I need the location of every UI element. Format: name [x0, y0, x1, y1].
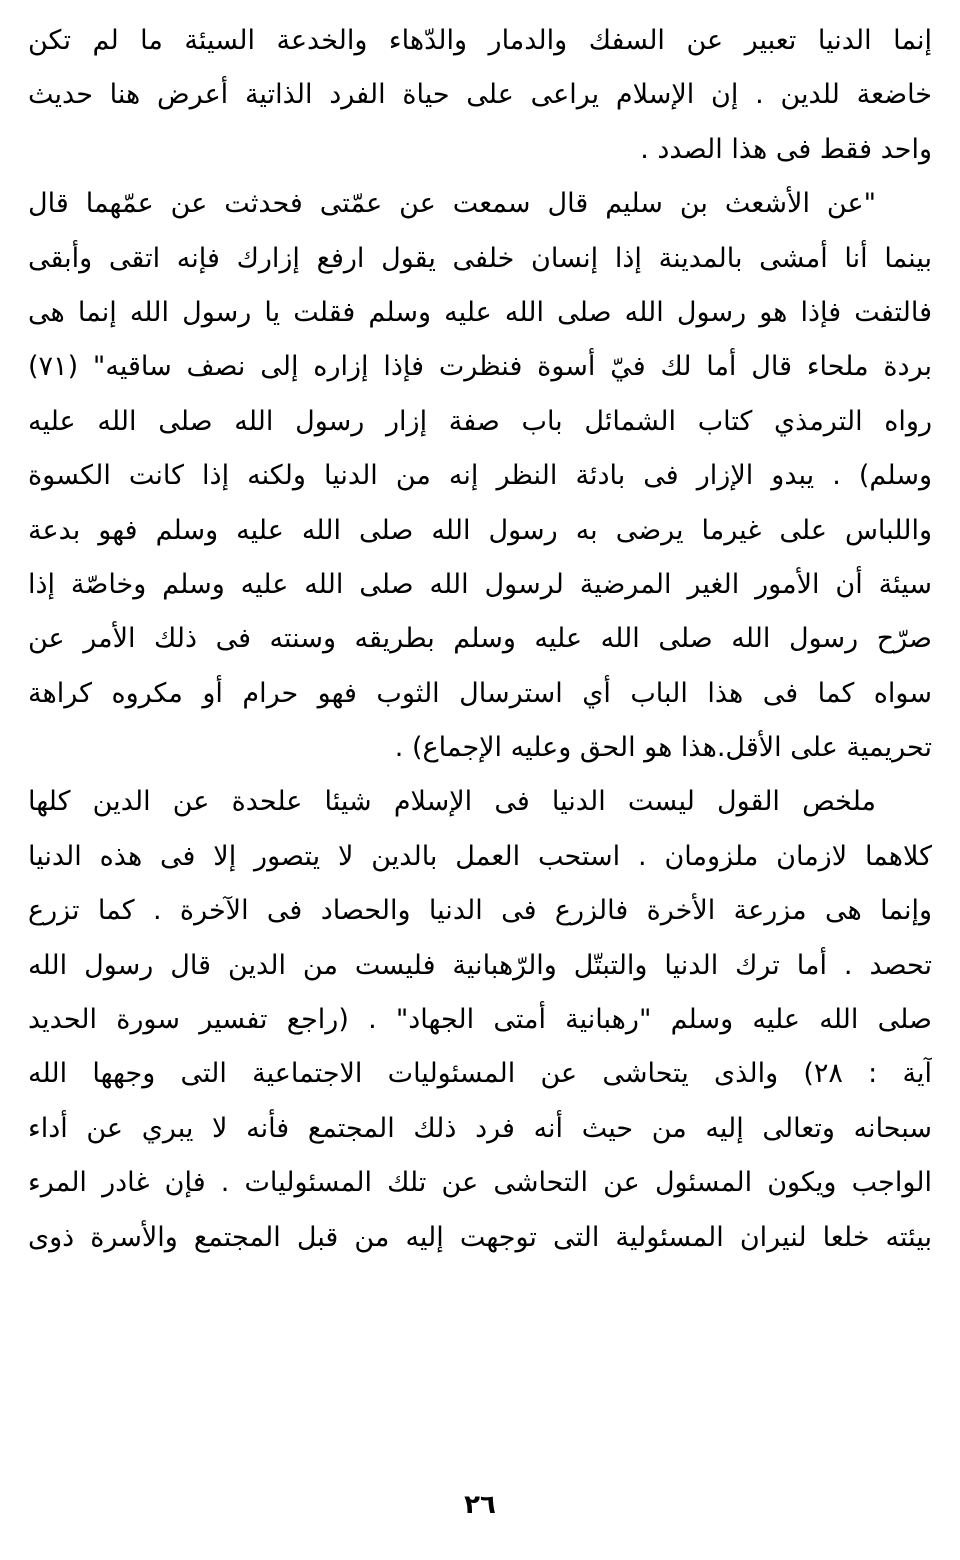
text-line: سبحانه وتعالى إليه من حيث أنه فرد ذلك المجتمع فأنه لا يبري عن أداء	[28, 1112, 932, 1144]
text-line: صلى الله عليه وسلم "رهبانية أمتى الجهاد" . (راجع تفسير سورة الحديد	[28, 1004, 932, 1036]
page-number: ٢٦	[464, 1490, 496, 1520]
text-line: آية : ٢٨) والذى يتحاشى عن المسئوليات الاجتماعية التى وجهها الله	[28, 1058, 932, 1090]
text-line: خاضعة للدين . إن الإسلام يراعى على حياة الفرد الذاتية أعرض هنا حديث	[28, 79, 932, 111]
text-line: سواه كما فى هذا الباب أي استرسال الثوب فهو حرام أو مكروه كراهة	[28, 677, 932, 709]
text-line: واللباس على غيرما يرضى به رسول الله صلى الله عليه وسلم فهو بدعة	[28, 514, 932, 546]
text-line: سيئة أن الأمور الغير المرضية لرسول الله صلى الله عليه وسلم وخاصّة إذا	[28, 568, 932, 600]
text-line: صرّح رسول الله صلى الله عليه وسلم بطريقه وسنته فى ذلك الأمر عن	[28, 623, 932, 655]
text-line: تحريمية على الأقل.هذا هو الحق وعليه الإجماع) .	[394, 732, 932, 764]
text-line: واحد فقط فى هذا الصدد .	[640, 133, 932, 165]
text-line: الواجب ويكون المسئول عن التحاشى عن تلك المسئوليات . فإن غادر المرء	[28, 1167, 932, 1199]
text-line: بيئته خلعا لنيران المسئولية التى توجهت إليه من قبل المجتمع والأسرة ذوى	[28, 1221, 932, 1253]
text-line: "عن الأشعث بن سليم قال سمعت عن عمّتى فحدثت عن عمّهما قال	[28, 188, 876, 220]
text-line: رواه الترمذي كتاب الشمائل باب صفة إزار رسول الله صلى الله عليه	[28, 405, 932, 437]
body-text	[28, 14, 932, 1265]
text-line: وسلم) . يبدو الإزار فى بادئة النظر إنه من الدنيا ولكنه إذا كانت الكسوة	[28, 460, 932, 492]
text-line: فالتفت فإذا هو رسول الله صلى الله عليه وسلم فقلت يا رسول الله إنما هى	[28, 296, 932, 328]
text-line: بردة ملحاء قال أما لك فيّ أسوة فنظرت فإذا إزاره إلى نصف ساقيه" (٧١)	[28, 351, 932, 383]
text-line: وإنما هى مزرعة الأخرة فالزرع فى الدنيا والحصاد فى الآخرة . كما تزرع	[28, 895, 932, 927]
text-line: كلاهما لازمان ملزومان . استحب العمل بالدين لا يتصور إلا فى هذه الدنيا	[28, 840, 932, 872]
text-line: بينما أنا أمشى بالمدينة إذا إنسان خلفى يقول ارفع إزارك فإنه اتقى وأبقى	[28, 242, 932, 274]
text-line: تحصد . أما ترك الدنيا والتبتّل والرّهبانية فليست من الدين قال رسول الله	[28, 949, 932, 981]
text-line: إنما الدنيا تعبير عن السفك والدمار والدّهاء والخدعة السيئة ما لم تكن	[28, 25, 932, 56]
text-line: ملخص القول ليست الدنيا فى الإسلام شيئا علحدة عن الدين كلها	[28, 786, 876, 818]
